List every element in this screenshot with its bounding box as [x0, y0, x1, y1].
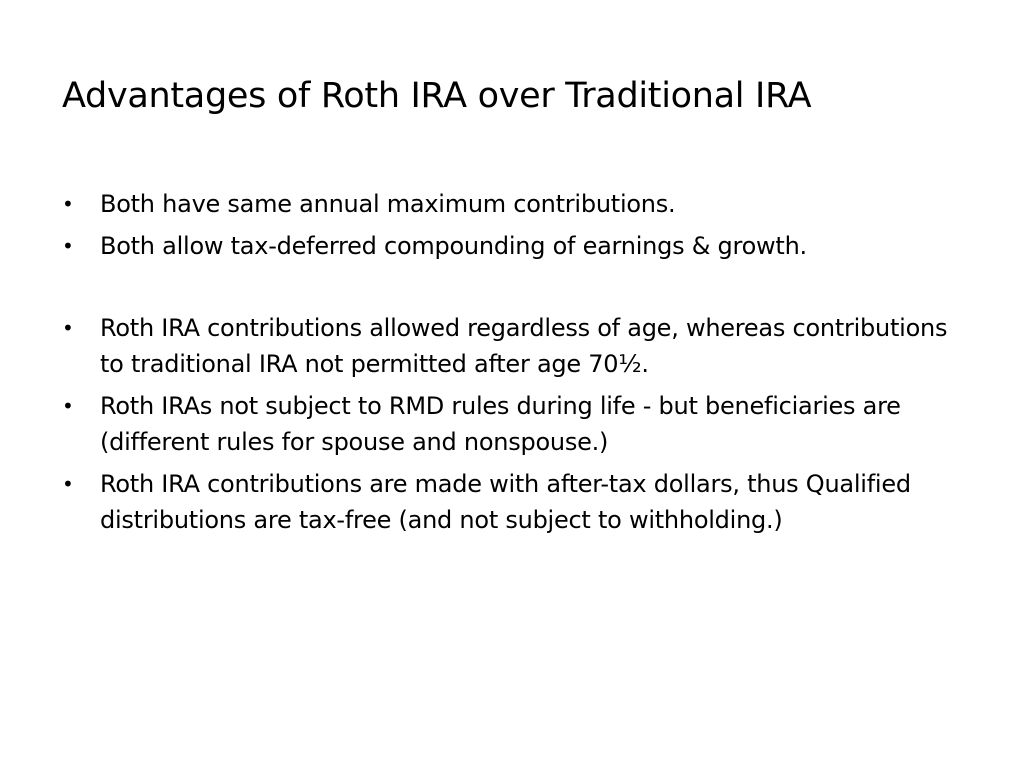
bullet-text: Roth IRAs not subject to RMD rules during life - but beneficiaries are (different rules for spouse and nonspouse.)	[100, 392, 901, 456]
bullet-item	[62, 228, 962, 264]
bullet-item	[62, 310, 962, 382]
bullet-item	[62, 388, 962, 460]
bullet-dot-icon: •	[62, 394, 74, 418]
bullet-text: Roth IRA contributions allowed regardless of age, whereas contributions to traditional IRA not permitted after age 70½.	[100, 314, 948, 378]
slide-title: Advantages of Roth IRA over Traditional IRA	[62, 76, 812, 116]
bullet-text: Both have same annual maximum contributions.	[100, 190, 676, 218]
bullet-text: Roth IRA contributions are made with after-tax dollars, thus Qualified distributions are tax-free (and not subject to withholding.)	[100, 470, 911, 534]
bullet-dot-icon: •	[62, 234, 74, 258]
bullet-list	[62, 186, 962, 538]
bullet-item	[62, 186, 962, 222]
bullet-text: Both allow tax-deferred compounding of earnings & growth.	[100, 232, 807, 260]
bullet-dot-icon: •	[62, 472, 74, 496]
bullet-dot-icon: •	[62, 192, 74, 216]
bullet-item	[62, 466, 962, 538]
bullet-dot-icon: •	[62, 316, 74, 340]
